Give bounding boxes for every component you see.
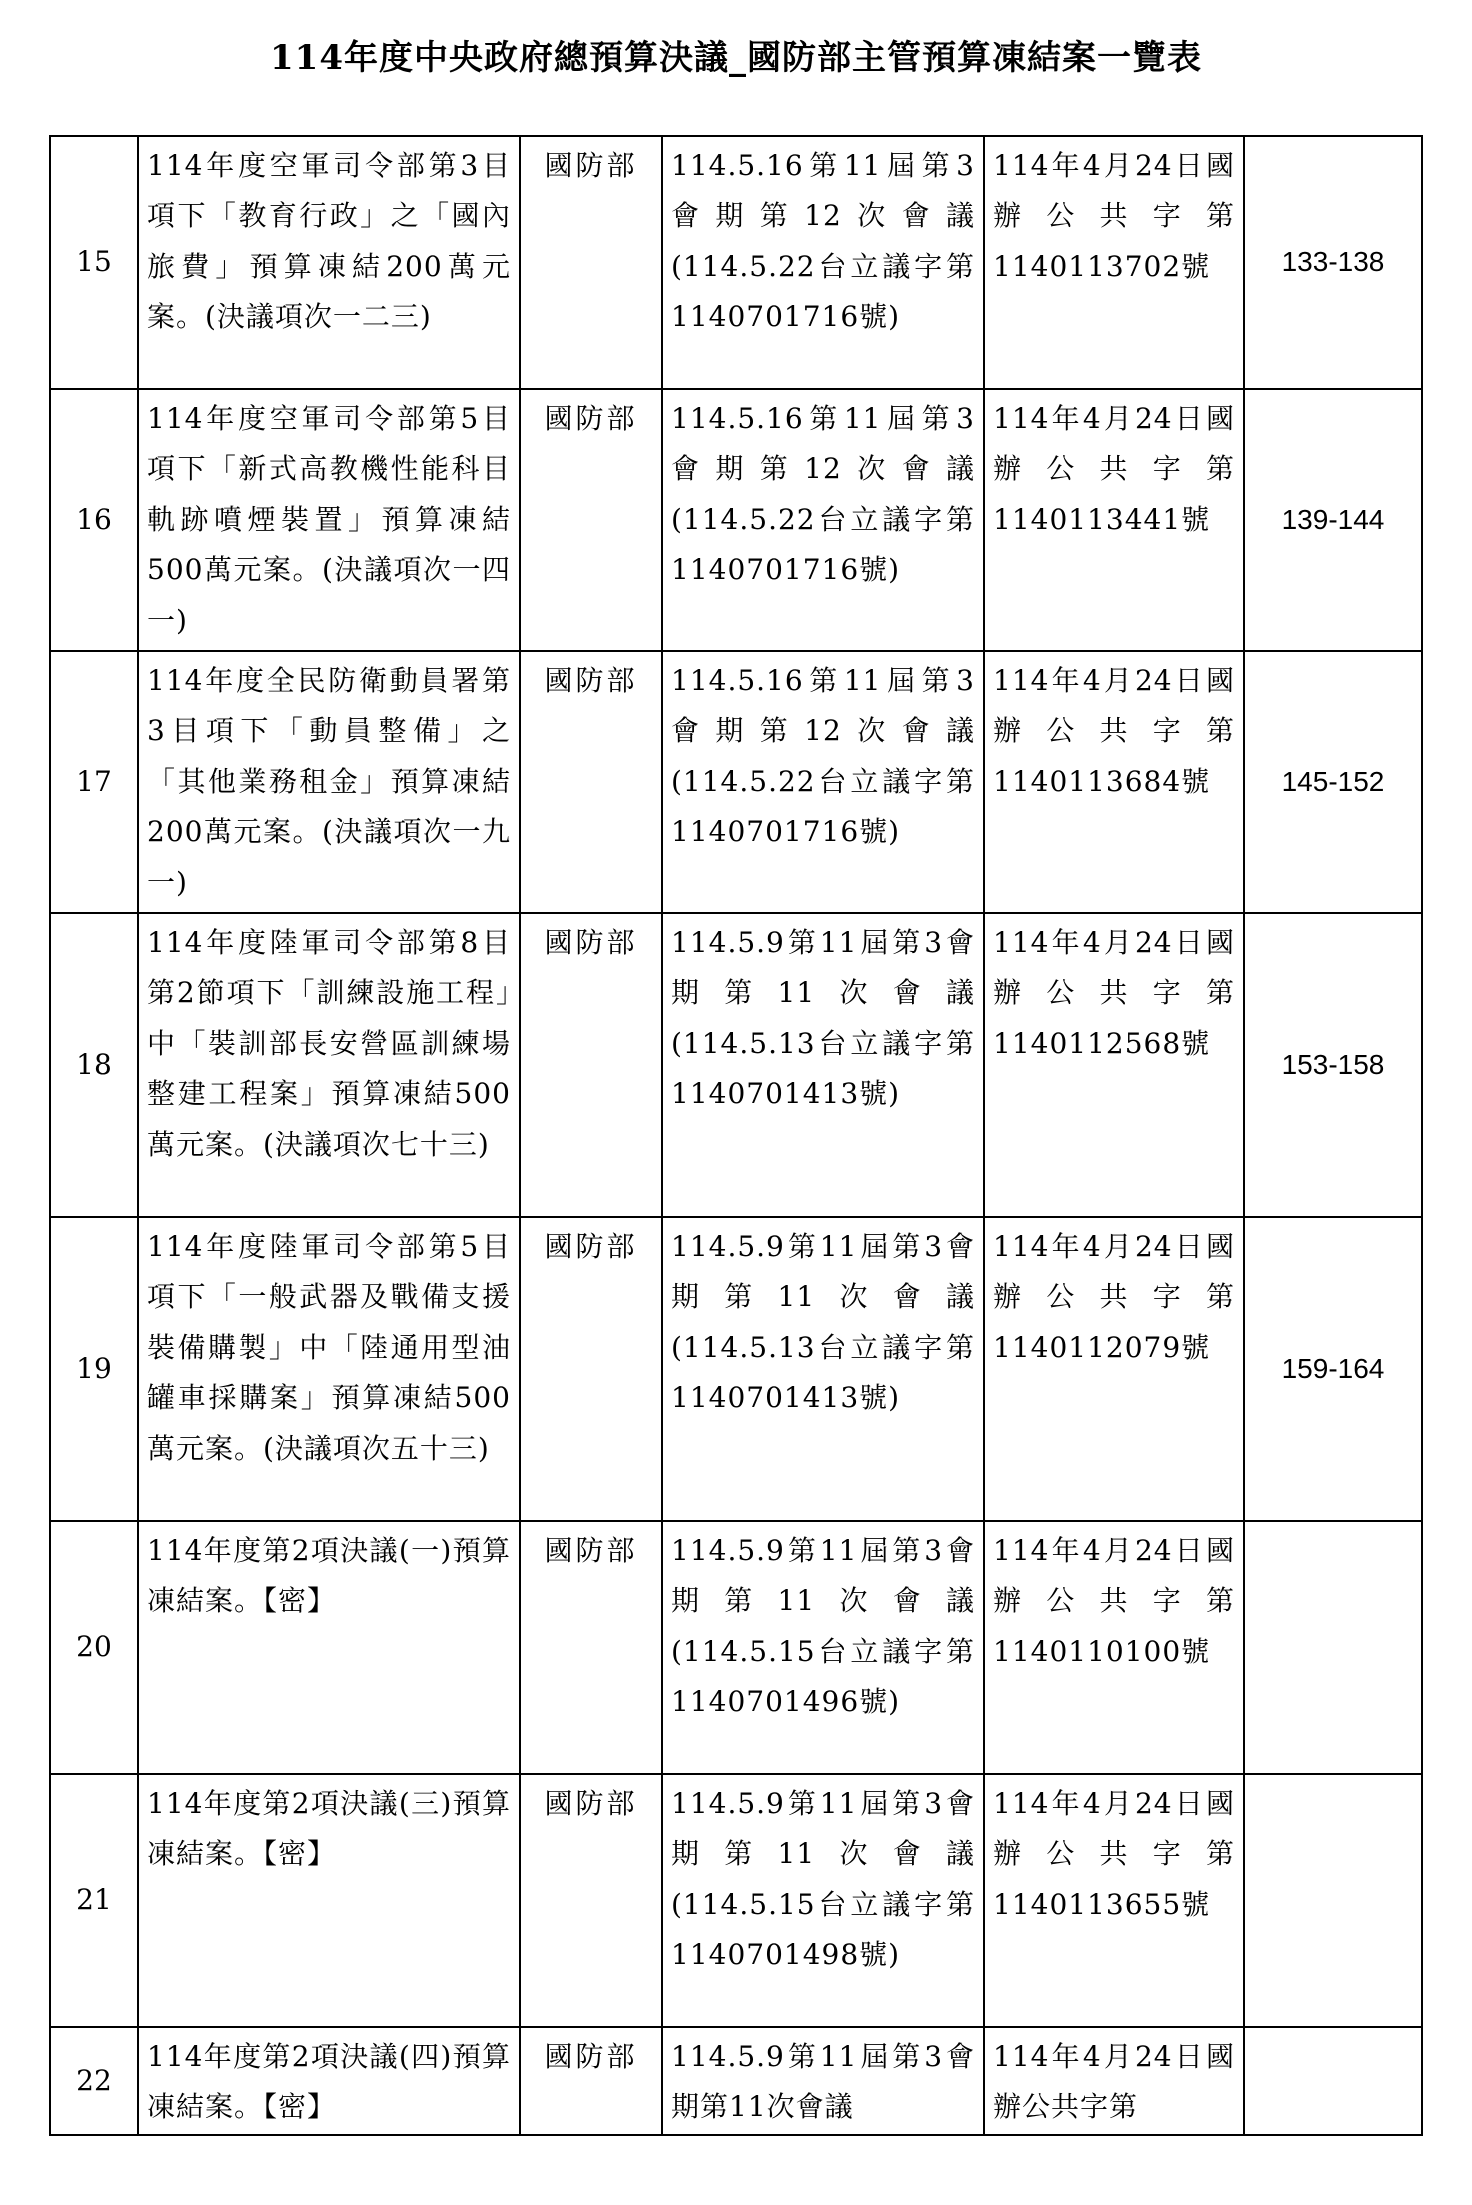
resolution-meeting: 114.5.16第11屆第3會期第12次會議(114.5.22台立議字第1140701716號) xyxy=(662,651,984,913)
page-range: 159-164 xyxy=(1244,1217,1422,1521)
table-row xyxy=(50,136,1422,389)
agency: 國防部 xyxy=(520,651,662,913)
agency: 國防部 xyxy=(520,1521,662,1774)
row-number: 21 xyxy=(50,1774,138,2027)
document-number-text: 114年4月24日國辦公共字第 xyxy=(993,2040,1235,2124)
resolution-meeting: 114.5.16第11屆第3會期第12次會議(114.5.22台立議字第1140701716號) xyxy=(662,136,984,389)
case-description-text: 114年度第2項決議(四)預算凍結案。【密】 xyxy=(147,2040,511,2124)
resolution-meeting: 114.5.16第11屆第3會期第12次會議(114.5.22台立議字第1140701716號) xyxy=(662,389,984,651)
row-number: 18 xyxy=(50,913,138,1217)
resolution-meeting: 114.5.9第11屆第3會期第11次會議(114.5.13台立議字第1140701413號) xyxy=(662,1217,984,1521)
row-number: 22 xyxy=(50,2027,138,2135)
page-range xyxy=(1244,1521,1422,1774)
document-number xyxy=(984,2027,1244,2135)
budget-freeze-table xyxy=(49,135,1423,2136)
document-number: 114年4月24日國辦公共字第1140110100號 xyxy=(984,1521,1244,1774)
document-number: 114年4月24日國辦公共字第1140113702號 xyxy=(984,136,1244,389)
resolution-meeting: 114.5.9第11屆第3會期第11次會議(114.5.13台立議字第1140701413號) xyxy=(662,913,984,1217)
document-number: 114年4月24日國辦公共字第1140112568號 xyxy=(984,913,1244,1217)
table-row xyxy=(50,1217,1422,1521)
document-number: 114年4月24日國辦公共字第1140113684號 xyxy=(984,651,1244,913)
document-title: 114年度中央政府總預算決議_國防部主管預算凍結案一覽表 xyxy=(270,38,1202,78)
row-number: 15 xyxy=(50,136,138,389)
page-range xyxy=(1244,2027,1422,2135)
agency: 國防部 xyxy=(520,1774,662,2027)
page-range: 145-152 xyxy=(1244,651,1422,913)
agency: 國防部 xyxy=(520,913,662,1217)
resolution-meeting: 114.5.9第11屆第3會期第11次會議(114.5.15台立議字第1140701496號) xyxy=(662,1521,984,1774)
table-row xyxy=(50,1521,1422,1774)
table-row xyxy=(50,2027,1422,2135)
case-description: 114年度陸軍司令部第5目項下「一般武器及戰備支援裝備購製」中「陸通用型油罐車採購案」預算凍結500萬元案。(決議項次五十三) xyxy=(138,1217,520,1521)
table-row xyxy=(50,913,1422,1217)
agency: 國防部 xyxy=(520,136,662,389)
resolution-meeting xyxy=(662,2027,984,2135)
page-range: 133-138 xyxy=(1244,136,1422,389)
row-number: 20 xyxy=(50,1521,138,1774)
case-description: 114年度第2項決議(三)預算凍結案。【密】 xyxy=(138,1774,520,2027)
case-description: 114年度全民防衛動員署第3目項下「動員整備」之「其他業務租金」預算凍結200萬元案。(決議項次一九一) xyxy=(138,651,520,913)
page-range: 139-144 xyxy=(1244,389,1422,651)
case-description xyxy=(138,2027,520,2135)
row-number: 19 xyxy=(50,1217,138,1521)
page-range: 153-158 xyxy=(1244,913,1422,1217)
document-number: 114年4月24日國辦公共字第1140113655號 xyxy=(984,1774,1244,2027)
document-number: 114年4月24日國辦公共字第1140112079號 xyxy=(984,1217,1244,1521)
table-row xyxy=(50,389,1422,651)
case-description: 114年度陸軍司令部第8目第2節項下「訓練設施工程」中「裝訓部長安營區訓練場整建工程案」預算凍結500萬元案。(決議項次七十三) xyxy=(138,913,520,1217)
page-range xyxy=(1244,1774,1422,2027)
agency: 國防部 xyxy=(520,1217,662,1521)
table-row xyxy=(50,1774,1422,2027)
case-description: 114年度空軍司令部第3目項下「教育行政」之「國內旅費」預算凍結200萬元案。(決議項次一二三) xyxy=(138,136,520,389)
case-description: 114年度第2項決議(一)預算凍結案。【密】 xyxy=(138,1521,520,1774)
agency-text: 國防部 xyxy=(544,2040,638,2074)
agency xyxy=(520,2027,662,2135)
resolution-meeting: 114.5.9第11屆第3會期第11次會議(114.5.15台立議字第1140701498號) xyxy=(662,1774,984,2027)
row-number: 16 xyxy=(50,389,138,651)
case-description: 114年度空軍司令部第5目項下「新式高教機性能科目軌跡噴煙裝置」預算凍結500萬元案。(決議項次一四一) xyxy=(138,389,520,651)
agency: 國防部 xyxy=(520,389,662,651)
document-number: 114年4月24日國辦公共字第1140113441號 xyxy=(984,389,1244,651)
row-number: 17 xyxy=(50,651,138,913)
table-row xyxy=(50,651,1422,913)
resolution-meeting-text: 114.5.9第11屆第3會期第11次會議 xyxy=(671,2040,975,2124)
